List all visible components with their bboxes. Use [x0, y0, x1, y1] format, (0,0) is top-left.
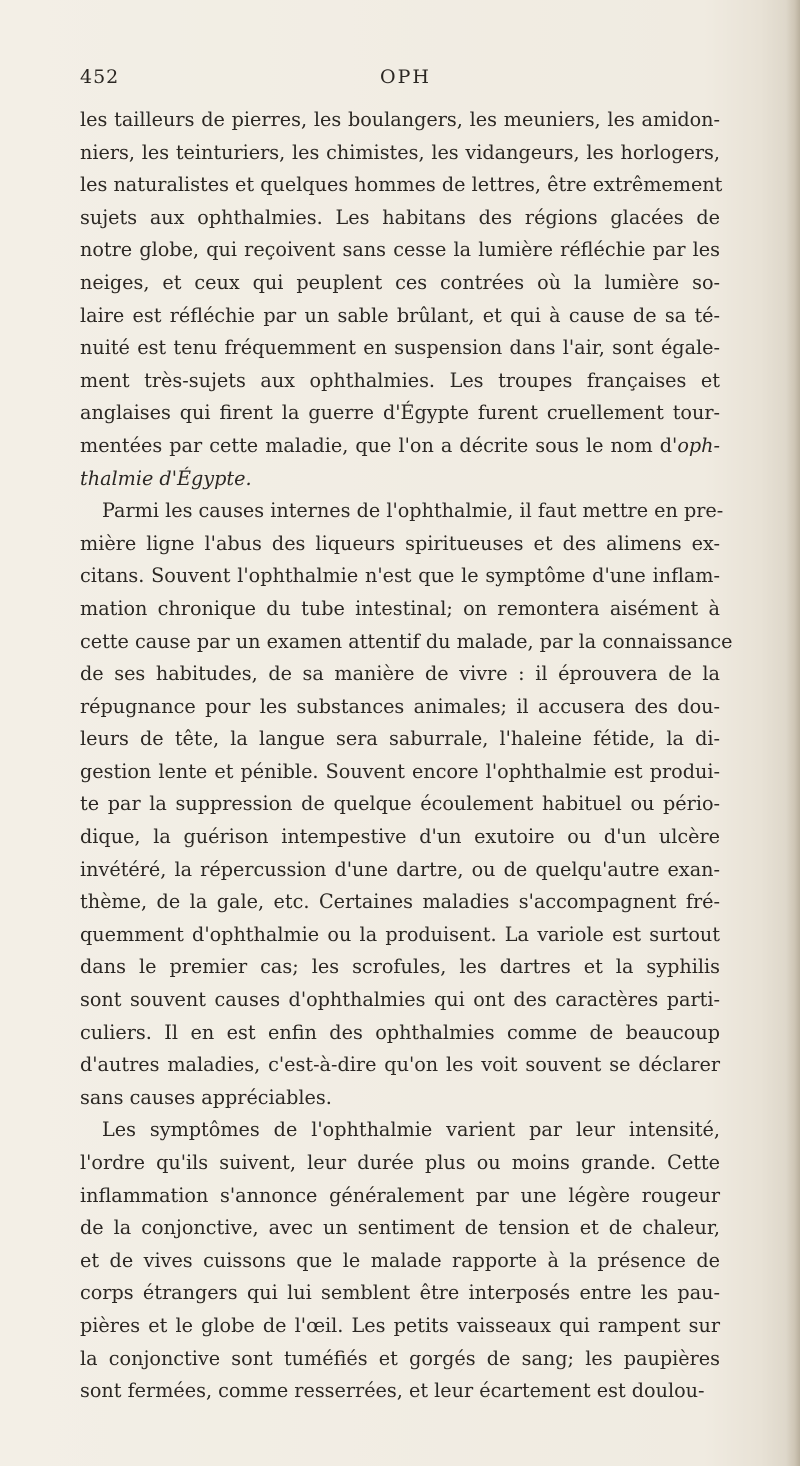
text-line: cette cause par un examen attentif du malade, par la connaissance [80, 629, 733, 653]
text-line: nuité est tenu fréquemment en suspension dans l'air, sont égale- [80, 336, 720, 360]
text-line: dans le premier cas; les scrofules, les dartres et la syphilis [80, 955, 720, 979]
text-line: thalmie d'Égypte. [80, 466, 252, 490]
text-line: notre globe, qui reçoivent sans cesse la lumière réfléchie par les [80, 238, 720, 262]
text-line: de la conjonctive, avec un sentiment de tension et de chaleur, [80, 1216, 720, 1240]
text-line: invétéré, la répercussion d'une dartre, ou de quelqu'autre exan- [80, 857, 720, 881]
text-line: sont fermées, comme resserrées, et leur écartement est doulou- [80, 1379, 705, 1403]
page-header [80, 66, 720, 96]
text-line: sujets aux ophthalmies. Les habitans des régions glacées de [80, 205, 720, 229]
text-line: répugnance pour les substances animales; il accusera des dou- [80, 694, 720, 718]
text-line: de ses habitudes, de sa manière de vivre : il éprouvera de la [80, 662, 720, 686]
text-line: corps étrangers qui lui semblent être interposés entre les pau- [80, 1281, 720, 1305]
text-line: mière ligne l'abus des liqueurs spiritueuses et des alimens ex- [80, 531, 720, 555]
text-line: neiges, et ceux qui peuplent ces contrées où la lumière so- [80, 270, 720, 294]
text-line: mation chronique du tube intestinal; on remontera aisément à [80, 596, 720, 620]
text-line: Parmi les causes internes de l'ophthalmie, il faut mettre en pre- [102, 499, 724, 523]
paragraph [80, 1114, 720, 1407]
text-line: thème, de la gale, etc. Certaines maladies s'accompagnent fré- [80, 890, 720, 914]
text-line: sans causes appréciables. [80, 1085, 332, 1109]
text-line: culiers. Il en est enfin des ophthalmies comme de beaucoup [80, 1020, 720, 1044]
text-line: ment très-sujets aux ophthalmies. Les troupes françaises et [80, 368, 720, 392]
text-line: quemment d'ophthalmie ou la produisent. La variole est surtout [80, 922, 720, 946]
text-line: les naturalistes et quelques hommes de lettres, être extrêmement [80, 173, 723, 197]
text-line: sont souvent causes d'ophthalmies qui ont des caractères parti- [80, 988, 720, 1012]
text-line: l'ordre qu'ils suivent, leur durée plus ou moins grande. Cette [80, 1151, 720, 1174]
text-line: mentées par cette maladie, que l'on a décrite sous le nom d'oph- [80, 433, 720, 457]
text-line: et de vives cuissons que le malade rapporte à la présence de [80, 1248, 720, 1272]
body-text [80, 104, 733, 1408]
text-line: Les symptômes de l'ophthalmie varient par leur intensité, [102, 1118, 720, 1142]
text-line: pières et le globe de l'œil. Les petits vaisseaux qui rampent sur [80, 1313, 720, 1337]
text-line: niers, les teinturiers, les chimistes, les vidangeurs, les horlogers, [80, 140, 720, 164]
paragraph [80, 495, 733, 1114]
text-line: les tailleurs de pierres, les boulangers, les meuniers, les amidon- [80, 108, 720, 131]
text-line: inflammation s'annonce généralement par une légère rougeur [80, 1183, 720, 1207]
paragraph [80, 104, 723, 495]
text-line: te par la suppression de quelque écoulement habituel ou pério- [80, 792, 720, 816]
running-head: OPH [380, 66, 431, 88]
text-line: gestion lente et pénible. Souvent encore l'ophthalmie est produi- [80, 759, 720, 783]
page-edge-shadow [786, 0, 800, 1466]
text-line: citans. Souvent l'ophthalmie n'est que le symptôme d'une inflam- [80, 564, 720, 588]
text-line: d'autres maladies, c'est-à-dire qu'on les voit souvent se déclarer [80, 1053, 720, 1077]
page-number: 452 [80, 66, 120, 88]
text-line: anglaises qui firent la guerre d'Égypte furent cruellement tour- [80, 401, 720, 425]
text-line: laire est réfléchie par un sable brûlant, et qui à cause de sa té- [80, 303, 720, 327]
text-line: dique, la guérison intempestive d'un exutoire ou d'un ulcère [80, 825, 720, 849]
text-line: leurs de tête, la langue sera saburrale, l'haleine fétide, la di- [80, 727, 720, 751]
text-line: la conjonctive sont tuméfiés et gorgés de sang; les paupières [80, 1346, 720, 1370]
